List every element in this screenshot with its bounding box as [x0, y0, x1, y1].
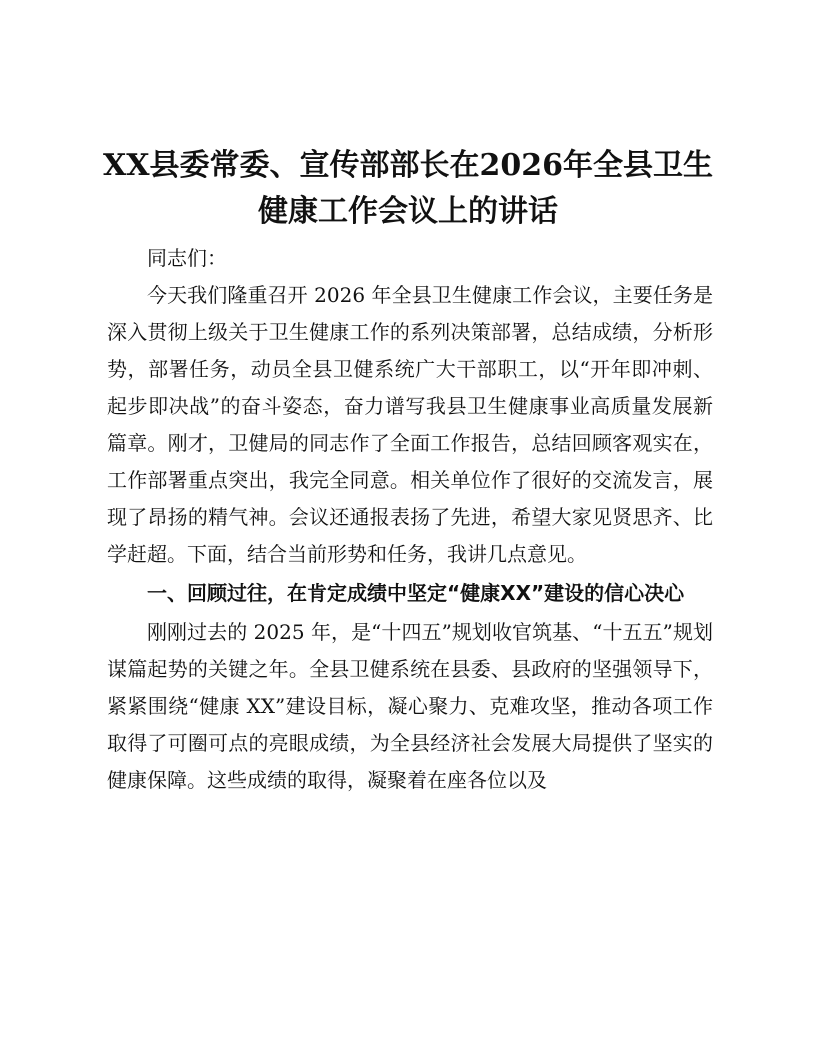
salutation: 同志们：	[147, 246, 227, 270]
paragraph-opening: 今天我们隆重召开 2026 年全县卫生健康工作会议，主要任务是深入贯彻上级关于卫生健康工作的系列决策部署，总结成绩，分析形势，部署任务，动员全县卫健系统广大干部职工，以“开年即冲刺、起步即决战”的奋斗姿态，奋力谱写我县卫生健康事业高质量发展新篇章。刚才，卫健局的同志作了全面工作报告，总结回顾客观实在，工作部署重点突出，我完全同意。相关单位作了很好的交流发言，展现了昂扬的精气神。会议还通报表扬了先进，希望大家见贤思齐、比学赶超。下面，结合当前形势和任务，我讲几点意见。	[107, 283, 713, 566]
title-line-1: XX县委常委、宣传部部长在2026年全县卫生	[102, 148, 714, 183]
document-title	[100, 143, 716, 235]
document-body	[107, 240, 713, 799]
title-line-2: 健康工作会议上的讲话	[258, 194, 558, 229]
section-heading-1: 一、回顾过往，在肯定成绩中坚定“健康XX”建设的信心决心	[147, 581, 685, 605]
paragraph-review: 刚刚过去的 2025 年，是“十四五”规划收官筑基、“十五五”规划谋篇起势的关键之年。全县卫健系统在县委、县政府的坚强领导下，紧紧围绕“健康 XX”建设目标，凝心聚力、克难攻坚，推动各项工作取得了可圈可点的亮眼成绩，为全县经济社会发展大局提供了坚实的健康保障。这些成绩的取得，凝聚着在座各位以及	[107, 620, 713, 792]
